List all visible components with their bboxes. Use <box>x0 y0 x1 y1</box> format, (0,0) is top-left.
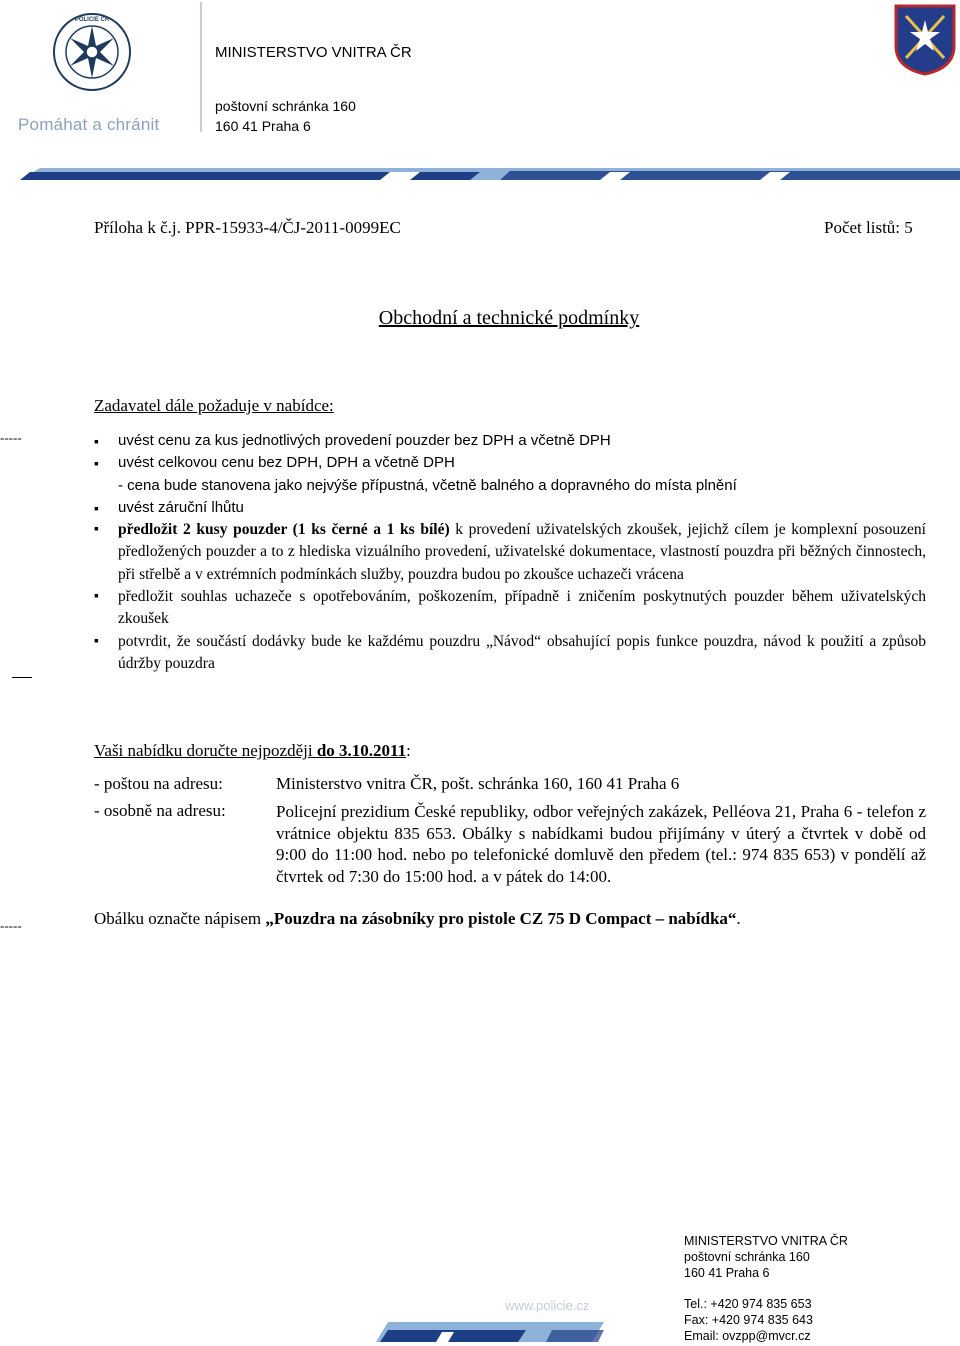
personal-address-label-row <box>94 801 276 821</box>
footer-tel: Tel.: +420 974 835 653 <box>684 1297 812 1311</box>
envelope-text: Obálku označte nápisem <box>94 909 266 928</box>
requirement-item: ▪ uvést záruční lhůtu <box>94 497 926 519</box>
logo-lettering: POLICIE ČR <box>74 17 110 23</box>
requirements-list <box>94 430 926 675</box>
footer-po-box: poštovní schránka 160 <box>684 1250 810 1264</box>
reference-number: Příloha k č.j. PPR-15933-4/ČJ-2011-0099EC <box>94 218 401 237</box>
motto: Pomáhat a chránit <box>18 115 160 134</box>
header-divider <box>200 2 202 132</box>
sheet-count: Počet listů: 5 <box>824 218 913 237</box>
personal-address: Policejní prezidium České republiky, odbor veřejných zakázek, Pelléova 21, Praha 6 - telefon z vrátnice objektu 835 653. Obálky s nabídkami budou přijímány v úterý a čtvrtek v době od 9:00 do 11:00 hod. nebo po telefonické domluvě den předem (tel.: 974 835 653) v pondělí až čtvrtek od 7:30 do 15:00 hod. a v pátek do 14:00. <box>276 802 926 886</box>
requirement-item: ▪ předložit souhlas uchazeče s opotřebováním, poškozením, případně i zničením poskytnutých pouzder během uživatelských zkoušek <box>94 586 926 631</box>
requirement-bold: předložit 2 kusy pouzder (1 ks černé a 1 ks bílé) <box>118 521 450 539</box>
post-address: Ministerstvo vnitra ČR, pošt. schránka 160, 160 41 Praha 6 <box>276 774 680 793</box>
requirement-item: ▪ potvrdit, že součástí dodávky bude ke každému pouzdru „Návod“ obsahující popis funkce pouzdra, návod k použití a způsob údržby pouzdra <box>94 631 926 676</box>
footer-city: 160 41 Praha 6 <box>684 1266 770 1280</box>
deadline-date: do 3.10.2011 <box>316 741 407 760</box>
footer-website: www.policie.cz <box>505 1298 590 1313</box>
ministry-emblem <box>892 2 958 76</box>
requirement-item <box>94 519 926 586</box>
footer-fax: Fax: +420 974 835 643 <box>684 1313 813 1327</box>
requirement-item: ▪ uvést celkovou cenu bez DPH, DPH a včetně DPH <box>94 452 926 474</box>
margin-mark: ----- <box>0 918 22 933</box>
requirement-text: k provedení uživatelských zkoušek, jejichž cílem je komplexní posouzení předložených pouzder a to z hlediska vizuálního provedení, uživatelské dokumentace, vlastností pouzdra při běžných činnostech, při střelbě a v extrémních podmínkách služby, pouzdra budou po zkoušce uchazeči vrácena <box>118 521 926 583</box>
footer-ministry: MINISTERSTVO VNITRA ČR <box>684 1234 848 1248</box>
deadline <box>94 741 411 761</box>
envelope-instruction <box>94 909 741 929</box>
header-po-box: poštovní schránka 160 <box>215 98 356 114</box>
deadline-text: Vaši nabídku doručte nejpozději <box>94 741 317 760</box>
police-logo <box>52 12 132 92</box>
requirements-intro: Zadavatel dále požaduje v nabídce: <box>94 396 334 415</box>
footer-email: Email: ovzpp@mvcr.cz <box>684 1329 811 1343</box>
requirement-item: ▪ uvést cenu za kus jednotlivých provedení pouzder bez DPH a včetně DPH <box>94 430 926 452</box>
envelope-label: „Pouzdra na zásobníky pro pistole CZ 75 D Compact – nabídka“ <box>265 909 737 928</box>
requirement-note: - cena bude stanovena jako nejvýše přípustná, včetně balného a dopravného do místa plnění <box>118 476 737 494</box>
post-label: - poštou na adresu: <box>94 774 223 793</box>
margin-mark: ----- <box>0 430 22 445</box>
header-stripe <box>0 166 960 182</box>
header-city: 160 41 Praha 6 <box>215 118 311 134</box>
personal-label: - osobně na adresu: <box>94 801 226 820</box>
margin-line <box>12 677 32 678</box>
footer-stripe <box>376 1318 604 1342</box>
envelope-end: . <box>736 909 741 928</box>
post-address-row <box>94 774 679 794</box>
header-ministry: MINISTERSTVO VNITRA ČR <box>215 44 412 61</box>
deadline-colon: : <box>406 741 411 760</box>
document-title: Obchodní a technické podmínky <box>378 307 640 329</box>
